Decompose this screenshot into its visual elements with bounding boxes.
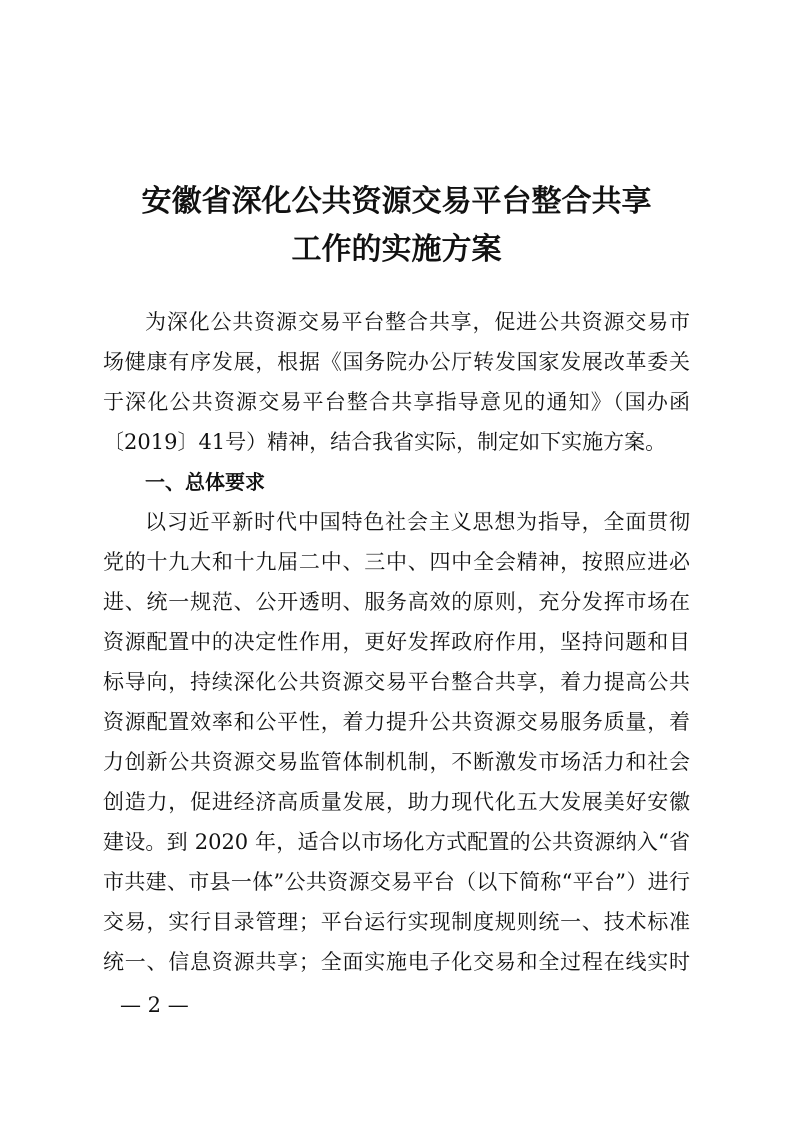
body-paragraph-line: 创造力，促进经济高质量发展，助力现代化五大发展美好安徽 xyxy=(103,790,690,814)
body-paragraph-line: 资源配置中的决定性作用，更好发挥政府作用，坚持问题和目 xyxy=(103,630,690,654)
page-number: — 2 — xyxy=(120,993,189,1017)
body-paragraph-line: 力创新公共资源交易监管体制机制，不断激发市场活力和社会 xyxy=(103,750,690,774)
body-paragraph-line: 进、统一规范、公开透明、服务高效的原则，充分发挥市场在 xyxy=(103,590,690,614)
document-title-line-1: 安徽省深化公共资源交易平台整合共享 xyxy=(141,184,652,219)
intro-paragraph-line: 〔2019〕41号）精神，结合我省实际，制定如下实施方案。 xyxy=(103,430,667,454)
body-paragraph-line: 交易，实行目录管理；平台运行实现制度规则统一、技术标准 xyxy=(103,910,690,934)
body-paragraph-line: 建设。到 2020 年，适合以市场化方式配置的公共资源纳入“省 xyxy=(103,830,690,854)
section-heading: 一、总体要求 xyxy=(145,470,265,494)
body-paragraph-line: 党的十九大和十九届二中、三中、四中全会精神，按照应进必 xyxy=(103,550,690,574)
intro-paragraph-line: 于深化公共资源交易平台整合共享指导意见的通知》（国办函 xyxy=(103,390,690,414)
body-paragraph-line: 以习近平新时代中国特色社会主义思想为指导，全面贯彻 xyxy=(145,510,690,534)
body-paragraph-line: 标导向，持续深化公共资源交易平台整合共享，着力提高公共 xyxy=(103,670,690,694)
body-paragraph-line: 资源配置效率和公平性，着力提升公共资源交易服务质量，着 xyxy=(103,710,690,734)
body-paragraph-line: 统一、信息资源共享；全面实施电子化交易和全过程在线实时 xyxy=(103,950,690,974)
document-title-line-2: 工作的实施方案 xyxy=(291,232,502,267)
body-paragraph-line: 市共建、市县一体”公共资源交易平台（以下简称“平台”）进行 xyxy=(103,870,690,894)
intro-paragraph-line: 为深化公共资源交易平台整合共享，促进公共资源交易市 xyxy=(145,310,690,334)
intro-paragraph-line: 场健康有序发展，根据《国务院办公厅转发国家发展改革委关 xyxy=(103,350,690,374)
